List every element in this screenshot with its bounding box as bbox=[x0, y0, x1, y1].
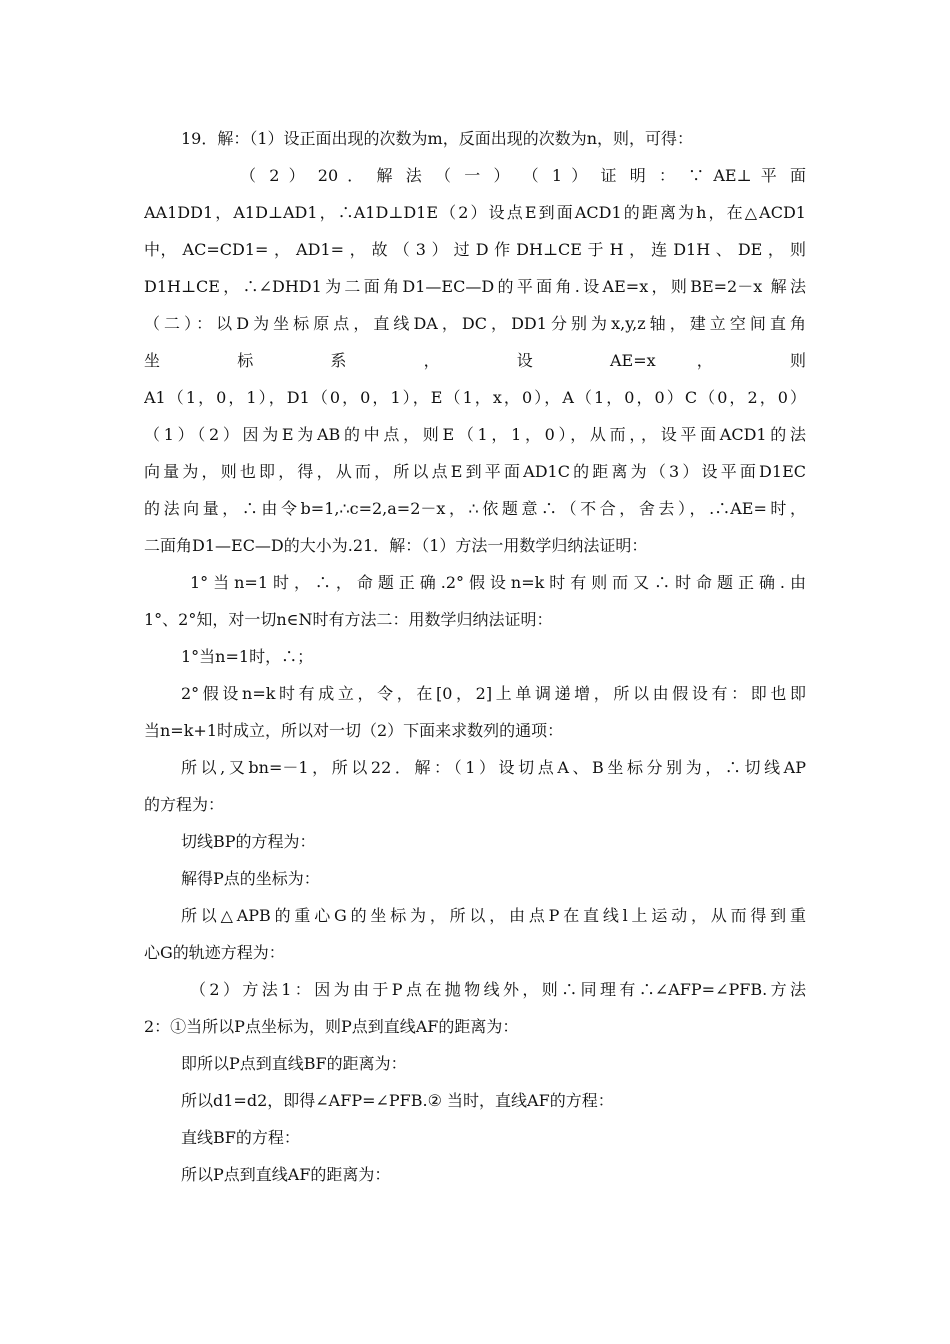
text-line: 1°当n=1时，∴，命题正确.2°假设n=k时有则而又∴时命题正确.由 bbox=[190, 573, 806, 592]
text-line: 所以P点到直线AF的距离为： bbox=[181, 1165, 391, 1184]
text-line: 所以,又bn=－1，所以22．解：（1）设切点A、B坐标分别为，∴切线AP bbox=[181, 758, 806, 777]
text-line: 坐 标 系 ， 设 AE=x ， 则 bbox=[144, 351, 806, 370]
text-line: 1°、2°知，对一切n∈N时有方法二：用数学归纳法证明： bbox=[144, 610, 553, 629]
text-line: 的法向量，∴由令b=1,∴c=2,a=2－x，∴依题意∴（不合，舍去），.∴AE=时， bbox=[144, 499, 806, 518]
text-line: 19．解：（1）设正面出现的次数为m，反面出现的次数为n，则，可得： bbox=[181, 129, 694, 148]
text-line: 即所以P点到直线BF的距离为： bbox=[181, 1054, 407, 1073]
text-line: 2°假设n=k时有成立，令，在[0，2]上单调递增，所以由假设有：即也即 bbox=[181, 684, 806, 703]
text-line: （1）（2）因为E为AB的中点，则E（1，1，0），从而，，设平面ACD1的法 bbox=[144, 425, 806, 444]
text-line: 二面角D1—EC—D的大小为.21．解：（1）方法一用数学归纳法证明： bbox=[144, 536, 648, 555]
text-line: 当n=k+1时成立，所以对一切（2）下面来求数列的通项： bbox=[144, 721, 564, 740]
text-line: 所以△APB的重心G的坐标为，所以，由点P在直线l上运动，从而得到重 bbox=[181, 906, 806, 925]
text-line: 直线BF的方程： bbox=[181, 1128, 300, 1147]
text-line: D1H⊥CE，∴∠DHD1为二面角D1—EC—D的平面角.设AE=x，则BE=2－x 解法 bbox=[144, 277, 806, 296]
text-line: （二）：以D为坐标原点，直线DA，DC，DD1分别为x,y,z轴，建立空间直角 bbox=[144, 314, 806, 333]
text-line: 所以d1=d2，即得∠AFP=∠PFB.② 当时，直线AF的方程： bbox=[181, 1091, 614, 1110]
text-line: 心G的轨迹方程为： bbox=[144, 943, 285, 962]
text-line: （ 2 ） 20 ． 解 法 （ 一 ） （ 1 ） 证 明 ： ∵ AE⊥ 平 面 bbox=[240, 166, 806, 185]
text-line: 2：①当所以P点坐标为，则P点到直线AF的距离为： bbox=[144, 1017, 519, 1036]
text-line: （2）方法1：因为由于P点在抛物线外，则∴同理有∴∠AFP=∠PFB.方法 bbox=[190, 980, 806, 999]
text-line: 1°当n=1时，∴； bbox=[181, 647, 314, 666]
text-line: 的方程为： bbox=[144, 795, 225, 814]
text-line: 切线BP的方程为： bbox=[181, 832, 316, 851]
text-line: 中， AC=CD1= ， AD1= ， 故 （ 3 ） 过 D 作 DH⊥CE 于 H ， 连 D1H 、 DE ， 则 bbox=[144, 240, 806, 259]
text-line: 解得P点的坐标为： bbox=[181, 869, 320, 888]
text-line: AA1DD1，A1D⊥AD1，∴A1D⊥D1E（2）设点E到面ACD1的距离为h，在△ACD1 bbox=[144, 203, 806, 222]
text-line: A1（1，0，1），D1（0，0，1），E（1，x，0），A（1，0，0）C（0，2，0） bbox=[144, 388, 806, 407]
text-line: 向量为，则也即，得，从而，所以点E到平面AD1C的距离为（3）设平面D1EC bbox=[144, 462, 806, 481]
